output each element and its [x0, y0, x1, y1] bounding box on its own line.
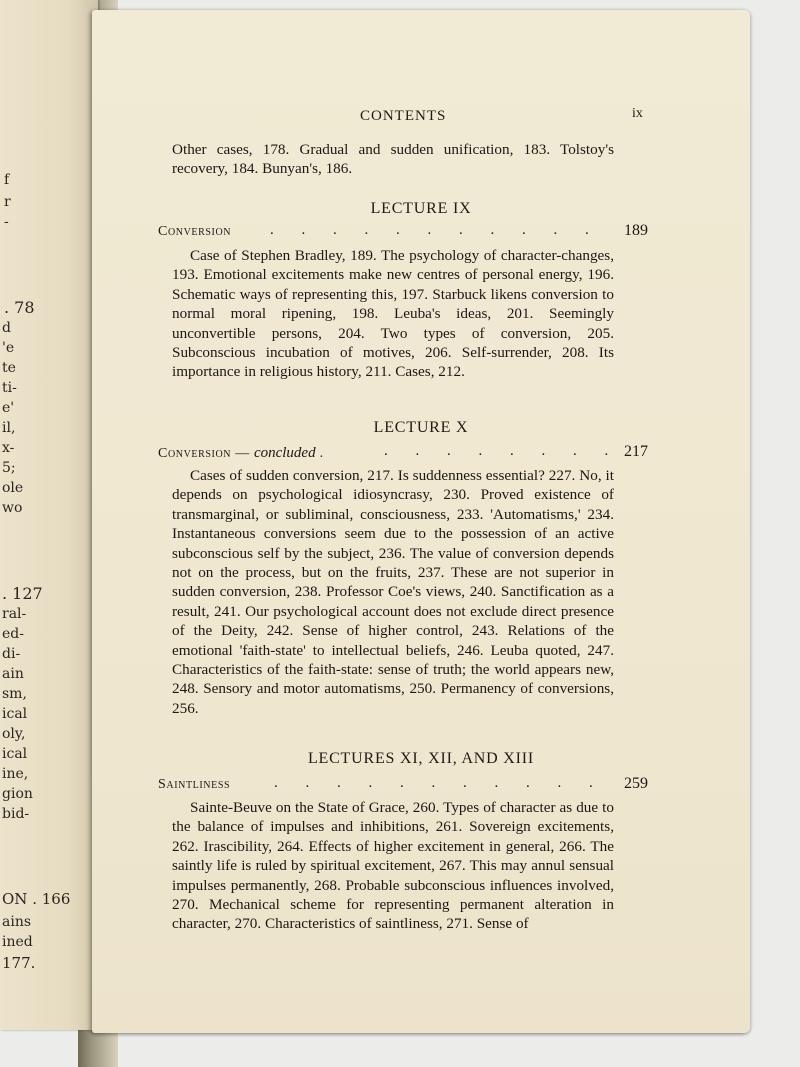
left-page-fragment: - [4, 214, 9, 230]
left-page-fragment: te [2, 360, 16, 376]
left-page-fragment: ain [2, 666, 24, 682]
toc-entry[interactable] [158, 775, 648, 797]
left-page-fragment: ti- [2, 380, 17, 396]
left-page-fragment: ains [2, 914, 32, 930]
entry-title: Conversion [158, 224, 232, 239]
left-page-fragment: d [2, 320, 11, 336]
continuation-paragraph: Other cases, 178. Gradual and sudden unification, 183. Tolstoy's recovery, 184. Bunyan's, 186. [172, 141, 614, 178]
dot-leader: . . . . . . . . . . . [274, 775, 605, 791]
left-page-fragment: ine, [2, 766, 29, 782]
entry-title: Conversion — concluded . [158, 445, 324, 461]
left-page-edge [0, 0, 98, 1030]
running-head-title: CONTENTS [360, 108, 447, 124]
left-page-fragment: x- [2, 440, 15, 456]
left-page-fragment: oly, [2, 726, 26, 742]
lecture-heading: LECTURE IX [370, 200, 472, 217]
entry-page-number: 189 [624, 222, 648, 239]
left-page-fragment: ral- [2, 606, 27, 622]
entry-page-number: 259 [624, 775, 648, 792]
left-page-fragment: r [4, 194, 11, 210]
left-page-fragment: f [4, 172, 10, 188]
toc-entry[interactable] [158, 222, 648, 244]
left-page-fragment: ined [2, 934, 33, 950]
lecture-heading: LECTURE X [373, 419, 469, 436]
left-page-fragment: . 127 [2, 584, 43, 603]
left-page-fragment: 'e [2, 340, 15, 356]
page-number: ix [632, 106, 643, 121]
left-page-fragment: 177. [2, 954, 36, 972]
lecture-summary: Cases of sudden conversion, 217. Is suddenness essential? 227. No, it depends on psychological idiosyncrasy, 230. Proved existence of transmarginal, or subliminal, consciousness, 233. 'Automatisms,' 234. Instantaneous conversions seem due to the possession of an active subconscious self by the subject, 236. The value of conversion depends not on the process, but on the fruits, 237. These are not superior in sudden conversion, 238. Professor Coe's views, 240. Sanctification as a result, 241. Our psychological account does not exclude direct presence of the Deity, 242. Sense of higher control, 243. Relations of the emotional 'faith-state' to intellectual beliefs, 246. Leuba quoted, 247. Characteristics of the faith-state: sense of truth; the world appears new, 248. Sensory and motor automatisms, 250. Permanency of conversions, 256. [172, 467, 614, 717]
left-page-fragment: di- [2, 646, 21, 662]
left-page-fragment: . 78 [4, 298, 35, 317]
left-page-fragment: ed- [2, 626, 24, 642]
dot-leader: . . . . . . . . [384, 443, 621, 459]
left-page-fragment: il, [2, 420, 16, 436]
toc-entry[interactable] [158, 443, 648, 465]
dot-leader: . . . . . . . . . . . [270, 222, 601, 238]
lecture-summary: Sainte-Beuve on the State of Grace, 260. Types of character as due to the balance of impulses and inhibitions, 261. Sovereign excitements, 262. Irascibility, 264. Effects of higher excitement in general, 266. The saintly life is ruled by spiritual excitement, 267. This may annul sensual impulses permanently, 268. Probable subconscious influences involved, 270. Mechanical scheme for representing permanent alteration in character, 270. Characteristics of saintliness, 271. Sense of [172, 799, 614, 933]
left-page-fragment: ical [2, 706, 28, 722]
left-page-fragment: sm, [2, 686, 27, 702]
left-page-fragment: bid- [2, 806, 30, 822]
left-page-fragment: 5; [2, 460, 16, 476]
left-page-fragment: e' [2, 400, 15, 416]
lecture-heading: LECTURES XI, XII, AND XIII [307, 750, 535, 767]
left-page-fragment: gion [2, 786, 33, 802]
entry-title: Saintliness [158, 777, 231, 792]
left-page-fragment: wo [2, 500, 23, 516]
entry-page-number: 217 [624, 443, 648, 460]
lecture-summary: Case of Stephen Bradley, 189. The psychology of character-changes, 193. Emotional excitements make new centres of personal energy, 196. Schematic ways of representing this, 197. Starbuck likens conversion to normal moral ripening, 198. Leuba's ideas, 201. Seemingly unconvertible persons, 204. Two types of conversion, 205. Subconscious incubation of motives, 206. Self-surrender, 208. Its importance in religious history, 211. Cases, 212. [172, 247, 614, 381]
left-page-fragment: ical [2, 746, 28, 762]
left-page-fragment: ole [2, 480, 24, 496]
left-page-fragment: ON . 166 [2, 890, 71, 908]
